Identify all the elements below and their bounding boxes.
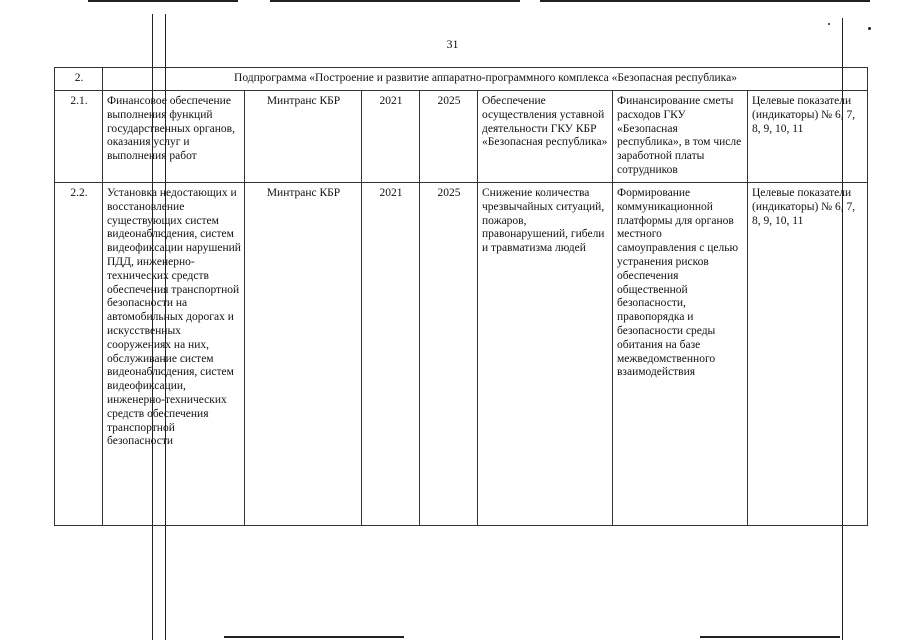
- row-indicators: Целевые показатели (индикаторы) № 6, 7, 8, 9, 10, 11: [748, 91, 868, 183]
- row-result: Снижение количества чрезвычайных ситуаций, пожаров, правонарушений, гибели и травматизма людей: [478, 183, 613, 526]
- row-number: 2.1.: [55, 91, 103, 183]
- row-end-year: 2025: [420, 91, 478, 183]
- section-number: 2.: [55, 68, 103, 91]
- scan-artifact-dot: [868, 27, 871, 30]
- scan-artifact-bottom-left: [224, 636, 404, 638]
- row-start-year: 2021: [362, 183, 420, 526]
- row-end-year: 2025: [420, 183, 478, 526]
- section-title: Подпрограмма «Построение и развитие аппаратно-программного комплекса «Безопасная республика»: [103, 68, 868, 91]
- row-measure: Финансовое обеспечение выполнения функций государственных органов, оказания услуг и выполнения работ: [103, 91, 245, 183]
- page-number: 31: [446, 37, 459, 51]
- row-executor: Минтранс КБР: [245, 91, 362, 183]
- table-row: [55, 91, 868, 183]
- scan-artifact-dot-2: [828, 23, 830, 25]
- row-measure: Установка недостающих и восстановление существующих систем видеонаблюдения, систем видеофиксации нарушений ПДД, инженерно-технических средств обеспечения транспортной безопасности на автомобильных дорогах и искусственных сооружениях на них, обслуживание систем видеонаблюдения, систем видеофиксации, инженерно-технических средств обеспечения транспортной безопасности: [103, 183, 245, 526]
- scan-artifact-bottom-right: [700, 636, 840, 638]
- program-table: [54, 67, 868, 526]
- row-indicators: Целевые показатели (индикаторы) № 6, 7, 8, 9, 10, 11: [748, 183, 868, 526]
- row-content: Финансирование сметы расходов ГКУ «Безопасная республика», в том числе заработной платы сотрудников: [613, 91, 748, 183]
- scan-artifact-top-right: [540, 0, 870, 2]
- section-header-row: [55, 68, 868, 91]
- row-executor: Минтранс КБР: [245, 183, 362, 526]
- scan-artifact-top-mid: [270, 0, 520, 2]
- scan-artifact-top-left: [88, 0, 238, 2]
- row-result: Обеспечение осуществления уставной деятельности ГКУ КБР «Безопасная республика»: [478, 91, 613, 183]
- row-content: Формирование коммуникационной платформы для органов местного самоуправления с целью устранения рисков обеспечения общественной безопасности, правопорядка и безопасности среды обитания на базе межведомственного взаимодействия: [613, 183, 748, 526]
- row-number: 2.2.: [55, 183, 103, 526]
- row-start-year: 2021: [362, 91, 420, 183]
- table-row: [55, 183, 868, 526]
